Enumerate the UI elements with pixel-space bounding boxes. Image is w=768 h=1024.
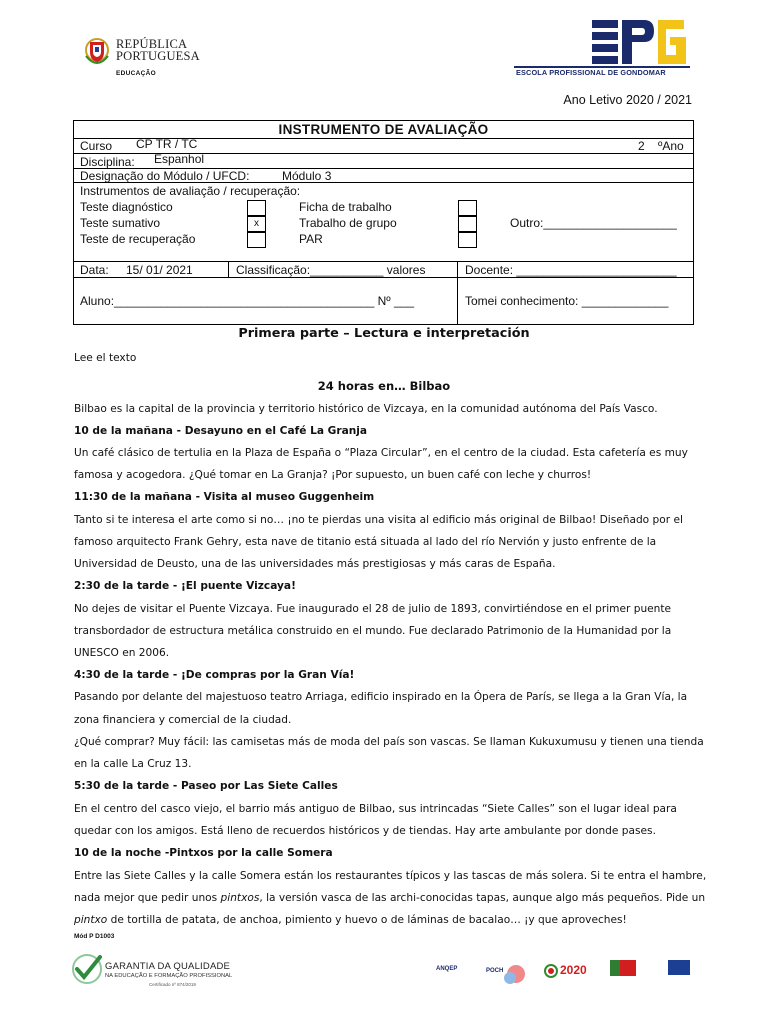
- poch-logo: [486, 956, 528, 986]
- paragraph-line: Entre las Siete Calles y la calle Somera están los restaurantes típicos y las tascas de más solera. Si te entra el hambre,: [74, 870, 707, 882]
- gq-title: GARANTIA DA QUALIDADE: [105, 961, 231, 972]
- aluno-row: [74, 278, 693, 324]
- checkmark-icon: [71, 952, 105, 986]
- option-ficha-trabalho: Ficha de trabalho: [299, 200, 392, 214]
- garantia-qualidade-logo: [71, 952, 241, 992]
- option-teste-sumativo: Teste sumativo: [80, 216, 161, 230]
- paragraph-line: En el centro del casco viejo, el barrio más antiguo de Bilbao, sus intrincadas “Siete Calles” son el lugar ideal para: [74, 803, 677, 815]
- ano-letivo: Ano Letivo 2020 / 2021: [563, 93, 692, 107]
- paragraph-line: Universidad de Deusto, una de las universidades más prestigiosas y más caras de España.: [74, 558, 556, 570]
- instrumentos-row: [74, 183, 693, 262]
- governo-portugal-logo: [610, 960, 636, 976]
- paragraph-line: UNESCO en 2006.: [74, 647, 170, 659]
- portugal-2020-label: 2020: [560, 963, 587, 977]
- disciplina-label: Disciplina:: [80, 155, 135, 169]
- paragraph-line: ¿Qué comprar? Muy fácil: las camisetas más de moda del país son vascas. Se llaman Kukuxumusu y tienen una tienda: [74, 736, 704, 748]
- heading-gran-via: 4:30 de la tarde - ¡De compras por la Gran Vía!: [74, 669, 355, 681]
- instruction: Lee el texto: [74, 352, 137, 364]
- form-code: Mód P D1003: [74, 933, 115, 940]
- european-union-flag-icon: [668, 960, 690, 975]
- poch-label: POCH: [486, 968, 504, 974]
- school-name: ESCOLA PROFISSIONAL DE GONDOMAR: [516, 68, 666, 77]
- option-teste-diagnostico: Teste diagnóstico: [80, 200, 173, 214]
- republica-line2: PORTUGUESA: [116, 49, 200, 63]
- option-teste-recuperacao: Teste de recuperação: [80, 232, 196, 246]
- paragraph-line: [74, 892, 705, 904]
- evaluation-form: [73, 120, 694, 325]
- data-divider: [228, 262, 229, 277]
- heading-pintxos: 10 de la noche -Pintxos por la calle Somera: [74, 847, 333, 859]
- paragraph-line: Un café clásico de tertulia en la Plaza de España o “Plaza Circular”, en el centro de la ciudad. Esta cafetería es muy: [74, 447, 688, 459]
- paragraph-line: Pasando por delante del majestuoso teatro Arriaga, edificio inspirado en la Ópera de París, se llega a la Gran Vía, la: [74, 691, 688, 703]
- section-title: Primera parte – Lectura e interpretación: [238, 326, 530, 341]
- heading-cafe-la-granja: 10 de la mañana - Desayuno en el Café La Granja: [74, 425, 368, 437]
- paragraph-line: Tanto si te interesa el arte como si no… ¡no te pierdas una visita al edificio más original de Bilbao! Diseñado por el: [74, 514, 683, 526]
- modulo-label: Designação do Módulo / UFCD:: [80, 169, 250, 183]
- gq-subtitle: NA EDUCAÇÃO E FORMAÇÃO PROFISSIONAL: [105, 973, 233, 979]
- aluno-field[interactable]: Aluno:_______________________________________ Nº ___: [80, 294, 415, 308]
- text-span: nada mejor que pedir unos: [74, 892, 221, 904]
- aluno-divider: [457, 278, 458, 324]
- checkbox-par[interactable]: [458, 232, 477, 248]
- instrumentos-label: Instrumentos de avaliação / recuperação:: [80, 184, 301, 198]
- heading-puente-vizcaya: 2:30 de la tarde - ¡El puente Vizcaya!: [74, 580, 296, 592]
- gq-certificate: Certificado nº 874/2019: [149, 982, 196, 987]
- curso-value: CP TR / TC: [136, 137, 198, 151]
- paragraph-line: transbordador de estructura metálica construido en el mundo. Fue declarado Patrimonio de la Humanidad por la: [74, 625, 672, 637]
- checkbox-ficha[interactable]: [458, 200, 477, 216]
- curso-label: Curso: [80, 139, 113, 153]
- checkbox-diagnostico[interactable]: [247, 200, 266, 216]
- paragraph-line: quedar con los amigos. Está lleno de recuerdos históricos y de tiendas. Hay arte ambulante por donde pases.: [74, 825, 656, 837]
- republica-portuguesa-logo: [84, 36, 214, 84]
- modulo-row: [74, 169, 693, 183]
- form-title: INSTRUMENTO DE AVALIAÇÃO: [278, 122, 489, 137]
- docente-divider: [457, 262, 458, 277]
- checkbox-grupo[interactable]: [458, 216, 477, 232]
- pintxo-italic: pintxo: [74, 914, 108, 926]
- data-label: Data:: [80, 263, 109, 277]
- article-title: 24 horas en… Bilbao: [317, 379, 451, 393]
- classificacao-field[interactable]: Classificação:___________ valores: [236, 263, 426, 277]
- checkbox-recuperacao[interactable]: [247, 232, 266, 248]
- ano-label: ºAno: [658, 139, 684, 153]
- portugal-2020-icon: [544, 964, 558, 978]
- checkbox-sumativo[interactable]: x: [247, 216, 266, 232]
- paragraph-line: famosa y acogedora. ¿Qué tomar en La Granja? ¡Por supuesto, un buen café con leche y churros!: [74, 469, 592, 481]
- data-row: [74, 262, 693, 278]
- portuguese-coat-of-arms-icon: [84, 36, 110, 68]
- heading-guggenheim: 11:30 de la mañana - Visita al museo Guggenheim: [74, 491, 375, 503]
- option-trabalho-grupo: Trabalho de grupo: [299, 216, 397, 230]
- flag-green-stripe: [610, 960, 620, 976]
- paragraph-line: No dejes de visitar el Puente Vizcaya. Fue inaugurado el 28 de julio de 1893, convirtiéndose en el primer puente: [74, 603, 672, 615]
- ano-number: 2: [638, 139, 645, 153]
- option-outro[interactable]: Outro:____________________: [510, 216, 677, 230]
- paragraph-line: [74, 914, 627, 926]
- intro-paragraph: Bilbao es la capital de la provincia y territorio histórico de Vizcaya, en la comunidad autónoma del País Vasco.: [74, 403, 658, 415]
- docente-field[interactable]: Docente: ________________________: [465, 263, 677, 277]
- epg-logo-icon: [592, 20, 686, 64]
- disciplina-row: [74, 154, 693, 169]
- option-par: PAR: [299, 232, 323, 246]
- modulo-value: Módulo 3: [282, 169, 332, 183]
- anqep-logo: ANQEP: [436, 966, 458, 972]
- text-span: de tortilla de patata, de anchoa, pimiento y huevo o de láminas de bacalao… ¡y que aproveches!: [107, 914, 627, 926]
- tomei-conhecimento-field[interactable]: Tomei conhecimento: _____________: [465, 294, 669, 308]
- educacao-label: EDUCAÇÃO: [116, 70, 156, 77]
- paragraph-line: famoso arquitecto Frank Gehry, esta nave de titanio está situada al lado del río Nervión y justo enfrente de la: [74, 536, 657, 548]
- text-span: , la versión vasca de las archi-conocidas tapas, aunque algo más pequeños. Pide un: [259, 892, 706, 904]
- paragraph-line: zona financiera y comercial de la ciudad.: [74, 714, 292, 726]
- portugal-2020-logo: [544, 960, 588, 984]
- disciplina-value: Espanhol: [154, 152, 205, 166]
- epg-school-logo: [514, 20, 690, 78]
- pintxos-italic: pintxos: [220, 892, 260, 904]
- data-value: 15/ 01/ 2021: [126, 263, 193, 277]
- heading-siete-calles: 5:30 de la tarde - Paseo por Las Siete Calles: [74, 780, 338, 792]
- paragraph-line: en la calle La Cruz 13.: [74, 758, 192, 770]
- republica-line1: REPÚBLICA: [116, 37, 188, 51]
